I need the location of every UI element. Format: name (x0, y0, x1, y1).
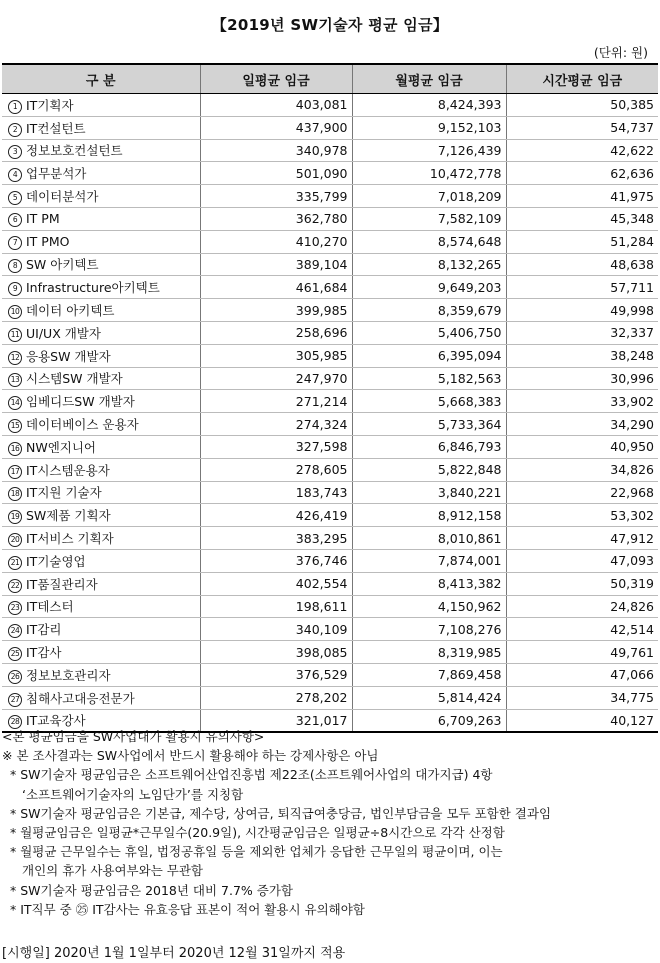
hourly-wage-cell: 47,066 (506, 663, 658, 686)
table-row (2, 207, 658, 230)
row-number-badge: 28 (8, 715, 22, 729)
job-title: 응용SW 개발자 (26, 348, 111, 364)
job-title: IT테스터 (26, 599, 74, 615)
table-row (2, 321, 658, 344)
monthly-wage-cell: 9,152,103 (352, 116, 506, 139)
row-number-badge: 14 (8, 396, 22, 410)
monthly-wage-cell: 3,840,221 (352, 481, 506, 504)
row-number-badge: 27 (8, 693, 22, 707)
hourly-wage-cell: 50,385 (506, 94, 658, 117)
header-hourly-wage: 시간평균 임금 (506, 64, 658, 94)
daily-wage-cell: 278,202 (200, 686, 352, 709)
daily-wage-cell: 278,605 (200, 458, 352, 481)
daily-wage-cell: 335,799 (200, 185, 352, 208)
hourly-wage-cell: 24,826 (506, 595, 658, 618)
row-number-badge: 25 (8, 647, 22, 661)
row-number-badge: 10 (8, 305, 22, 319)
job-title-cell (2, 253, 200, 276)
row-number-badge: 15 (8, 419, 22, 433)
hourly-wage-cell: 54,737 (506, 116, 658, 139)
note-item: * 월평균 근무일수는 휴일, 법정공휴일 등을 제외한 업체가 응답한 근무일의 평균이며, 이는 (10, 844, 503, 860)
table-row (2, 162, 658, 185)
hourly-wage-cell: 42,622 (506, 139, 658, 162)
document-title: 【2019년 SW기술자 평균 임금】 (211, 16, 449, 34)
job-title-cell (2, 139, 200, 162)
job-title: IT컨설턴트 (26, 120, 86, 136)
row-number-badge: 20 (8, 533, 22, 547)
daily-wage-cell: 383,295 (200, 527, 352, 550)
daily-wage-cell: 399,985 (200, 299, 352, 322)
row-number-badge: 24 (8, 624, 22, 638)
monthly-wage-cell: 8,132,265 (352, 253, 506, 276)
daily-wage-cell: 274,324 (200, 413, 352, 436)
table-body (2, 94, 658, 733)
daily-wage-cell: 321,017 (200, 709, 352, 732)
hourly-wage-cell: 34,290 (506, 413, 658, 436)
hourly-wage-cell: 33,902 (506, 390, 658, 413)
hourly-wage-cell: 34,826 (506, 458, 658, 481)
job-title-cell (2, 321, 200, 344)
monthly-wage-cell: 4,150,962 (352, 595, 506, 618)
notes-warning: ※ 본 조사결과는 SW사업에서 반드시 활용해야 하는 강제사항은 아님 (2, 748, 379, 764)
table-row (2, 595, 658, 618)
job-title-cell (2, 344, 200, 367)
note-item: * 월평균임금은 일평균*근무일수(20.9일), 시간평균임금은 일평균÷8시간으로 각각 산정함 (10, 825, 505, 841)
header-daily-wage: 일평균 임금 (200, 64, 352, 94)
table-row (2, 367, 658, 390)
table-row (2, 527, 658, 550)
table-row (2, 641, 658, 664)
table-row (2, 344, 658, 367)
job-title-cell (2, 686, 200, 709)
monthly-wage-cell: 8,912,158 (352, 504, 506, 527)
monthly-wage-cell: 8,424,393 (352, 94, 506, 117)
daily-wage-cell: 340,109 (200, 618, 352, 641)
job-title-cell (2, 276, 200, 299)
job-title: IT지원 기술자 (26, 485, 102, 501)
job-title-cell (2, 230, 200, 253)
daily-wage-cell: 198,611 (200, 595, 352, 618)
hourly-wage-cell: 47,912 (506, 527, 658, 550)
effective-date: [시행일] 2020년 1월 1일부터 2020년 12월 31일까지 적용 (2, 946, 346, 961)
job-title: SW 아키텍트 (26, 257, 99, 273)
monthly-wage-cell: 10,472,778 (352, 162, 506, 185)
row-number-badge: 12 (8, 351, 22, 365)
daily-wage-cell: 437,900 (200, 116, 352, 139)
daily-wage-cell: 426,419 (200, 504, 352, 527)
table-row (2, 435, 658, 458)
job-title: 시스템SW 개발자 (26, 371, 123, 387)
job-title-cell (2, 595, 200, 618)
hourly-wage-cell: 38,248 (506, 344, 658, 367)
note-item: * SW기술자 평균임금은 기본급, 제수당, 상여금, 퇴직급여충당금, 법인부담금을 모두 포함한 결과임 (10, 805, 552, 821)
job-title: IT감리 (26, 622, 62, 638)
row-number-badge: 6 (8, 213, 22, 227)
job-title: NW엔지니어 (26, 439, 97, 455)
daily-wage-cell: 461,684 (200, 276, 352, 299)
monthly-wage-cell: 8,319,985 (352, 641, 506, 664)
note-item: * SW기술자 평균임금은 소프트웨어산업진흥법 제22조(소프트웨어사업의 대가지급) 4항 (10, 767, 493, 783)
hourly-wage-cell: 49,998 (506, 299, 658, 322)
job-title: SW제품 기획자 (26, 508, 111, 524)
daily-wage-cell: 327,598 (200, 435, 352, 458)
daily-wage-cell: 362,780 (200, 207, 352, 230)
job-title: IT감사 (26, 645, 62, 661)
header-category: 구 분 (2, 64, 200, 94)
daily-wage-cell: 376,529 (200, 663, 352, 686)
row-number-badge: 11 (8, 328, 22, 342)
daily-wage-cell: 271,214 (200, 390, 352, 413)
job-title-cell (2, 618, 200, 641)
job-title-cell (2, 390, 200, 413)
job-title: 데이터 아키텍트 (26, 303, 115, 319)
monthly-wage-cell: 8,010,861 (352, 527, 506, 550)
monthly-wage-cell: 6,709,263 (352, 709, 506, 732)
daily-wage-cell: 305,985 (200, 344, 352, 367)
note-item-continuation: 개인의 휴가 사용여부와는 무관함 (22, 863, 203, 879)
note-item: * IT직무 중 ㉕ IT감사는 유효응답 표본이 적어 활용시 유의해야함 (10, 901, 365, 917)
monthly-wage-cell: 5,182,563 (352, 367, 506, 390)
monthly-wage-cell: 5,814,424 (352, 686, 506, 709)
job-title-cell (2, 94, 200, 117)
job-title: IT품질관리자 (26, 576, 98, 592)
hourly-wage-cell: 49,761 (506, 641, 658, 664)
table-row (2, 139, 658, 162)
daily-wage-cell: 389,104 (200, 253, 352, 276)
table-header-row (2, 64, 658, 94)
row-number-badge: 19 (8, 510, 22, 524)
job-title-cell (2, 481, 200, 504)
job-title-cell (2, 458, 200, 481)
job-title-cell (2, 527, 200, 550)
monthly-wage-cell: 7,874,001 (352, 549, 506, 572)
table-row (2, 663, 658, 686)
job-title: IT시스템운용자 (26, 462, 110, 478)
table-row (2, 276, 658, 299)
row-number-badge: 18 (8, 487, 22, 501)
job-title-cell (2, 367, 200, 390)
job-title-cell (2, 162, 200, 185)
row-number-badge: 4 (8, 168, 22, 182)
hourly-wage-cell: 41,975 (506, 185, 658, 208)
monthly-wage-cell: 8,359,679 (352, 299, 506, 322)
hourly-wage-cell: 50,319 (506, 572, 658, 595)
hourly-wage-cell: 45,348 (506, 207, 658, 230)
table-row (2, 116, 658, 139)
row-number-badge: 2 (8, 123, 22, 137)
job-title: 데이터베이스 운용자 (26, 417, 139, 433)
note-item: * SW기술자 평균임금은 2018년 대비 7.7% 증가함 (10, 882, 294, 898)
job-title: IT서비스 기획자 (26, 531, 114, 547)
hourly-wage-cell: 48,638 (506, 253, 658, 276)
monthly-wage-cell: 8,413,382 (352, 572, 506, 595)
daily-wage-cell: 258,696 (200, 321, 352, 344)
hourly-wage-cell: 42,514 (506, 618, 658, 641)
hourly-wage-cell: 22,968 (506, 481, 658, 504)
row-number-badge: 5 (8, 191, 22, 205)
job-title: UI/UX 개발자 (26, 325, 101, 341)
table-row (2, 481, 658, 504)
wage-table (2, 63, 658, 733)
table-row (2, 390, 658, 413)
daily-wage-cell: 402,554 (200, 572, 352, 595)
row-number-badge: 16 (8, 442, 22, 456)
table-row (2, 618, 658, 641)
monthly-wage-cell: 6,395,094 (352, 344, 506, 367)
monthly-wage-cell: 7,108,276 (352, 618, 506, 641)
hourly-wage-cell: 53,302 (506, 504, 658, 527)
table-row (2, 686, 658, 709)
hourly-wage-cell: 40,950 (506, 435, 658, 458)
table-row (2, 299, 658, 322)
job-title-cell (2, 116, 200, 139)
job-title-cell (2, 207, 200, 230)
table-row (2, 413, 658, 436)
job-title: 정보보호관리자 (26, 667, 111, 683)
hourly-wage-cell: 51,284 (506, 230, 658, 253)
unit-label: (단위: 원) (593, 45, 648, 60)
daily-wage-cell: 410,270 (200, 230, 352, 253)
hourly-wage-cell: 30,996 (506, 367, 658, 390)
table-row (2, 94, 658, 117)
job-title: IT기획자 (26, 97, 74, 113)
hourly-wage-cell: 40,127 (506, 709, 658, 732)
job-title: IT기술영업 (26, 553, 86, 569)
job-title: IT교육강사 (26, 713, 86, 729)
monthly-wage-cell: 7,018,209 (352, 185, 506, 208)
row-number-badge: 17 (8, 465, 22, 479)
daily-wage-cell: 376,746 (200, 549, 352, 572)
monthly-wage-cell: 6,846,793 (352, 435, 506, 458)
monthly-wage-cell: 7,582,109 (352, 207, 506, 230)
job-title: 임베디드SW 개발자 (26, 394, 135, 410)
daily-wage-cell: 183,743 (200, 481, 352, 504)
row-number-badge: 9 (8, 282, 22, 296)
job-title-cell (2, 185, 200, 208)
job-title-cell (2, 299, 200, 322)
daily-wage-cell: 501,090 (200, 162, 352, 185)
job-title-cell (2, 504, 200, 527)
row-number-badge: 26 (8, 670, 22, 684)
job-title-cell (2, 641, 200, 664)
job-title-cell (2, 549, 200, 572)
job-title: 침해사고대응전문가 (26, 690, 135, 706)
row-number-badge: 7 (8, 236, 22, 250)
hourly-wage-cell: 32,337 (506, 321, 658, 344)
monthly-wage-cell: 8,574,648 (352, 230, 506, 253)
job-title-cell (2, 572, 200, 595)
hourly-wage-cell: 47,093 (506, 549, 658, 572)
daily-wage-cell: 340,978 (200, 139, 352, 162)
row-number-badge: 3 (8, 145, 22, 159)
row-number-badge: 22 (8, 579, 22, 593)
job-title-cell (2, 435, 200, 458)
monthly-wage-cell: 5,733,364 (352, 413, 506, 436)
daily-wage-cell: 403,081 (200, 94, 352, 117)
row-number-badge: 1 (8, 100, 22, 114)
table-row (2, 253, 658, 276)
header-monthly-wage: 월평균 임금 (352, 64, 506, 94)
hourly-wage-cell: 62,636 (506, 162, 658, 185)
job-title: 데이터분석가 (26, 189, 99, 205)
monthly-wage-cell: 5,406,750 (352, 321, 506, 344)
job-title: IT PMO (26, 233, 70, 249)
table-row (2, 185, 658, 208)
row-number-badge: 8 (8, 259, 22, 273)
monthly-wage-cell: 5,668,383 (352, 390, 506, 413)
row-number-badge: 21 (8, 556, 22, 570)
notes-heading: <본 평균임금을 SW사업대가 활용시 유의사항> (2, 729, 265, 744)
note-item-continuation: ‘소프트웨어기술자의 노임단가’를 지칭함 (22, 786, 244, 802)
hourly-wage-cell: 57,711 (506, 276, 658, 299)
daily-wage-cell: 398,085 (200, 641, 352, 664)
row-number-badge: 23 (8, 601, 22, 615)
hourly-wage-cell: 34,775 (506, 686, 658, 709)
row-number-badge: 13 (8, 373, 22, 387)
table-row (2, 572, 658, 595)
job-title-cell (2, 413, 200, 436)
monthly-wage-cell: 7,869,458 (352, 663, 506, 686)
table-row (2, 549, 658, 572)
job-title: IT PM (26, 210, 60, 226)
table-row (2, 504, 658, 527)
job-title: 정보보호컨설턴트 (26, 143, 123, 159)
table-row (2, 458, 658, 481)
table-row (2, 230, 658, 253)
monthly-wage-cell: 9,649,203 (352, 276, 506, 299)
notes-section (2, 727, 654, 919)
monthly-wage-cell: 7,126,439 (352, 139, 506, 162)
job-title: 업무분석가 (26, 166, 87, 182)
job-title-cell (2, 663, 200, 686)
daily-wage-cell: 247,970 (200, 367, 352, 390)
monthly-wage-cell: 5,822,848 (352, 458, 506, 481)
job-title: Infrastructure아키텍트 (26, 280, 160, 296)
